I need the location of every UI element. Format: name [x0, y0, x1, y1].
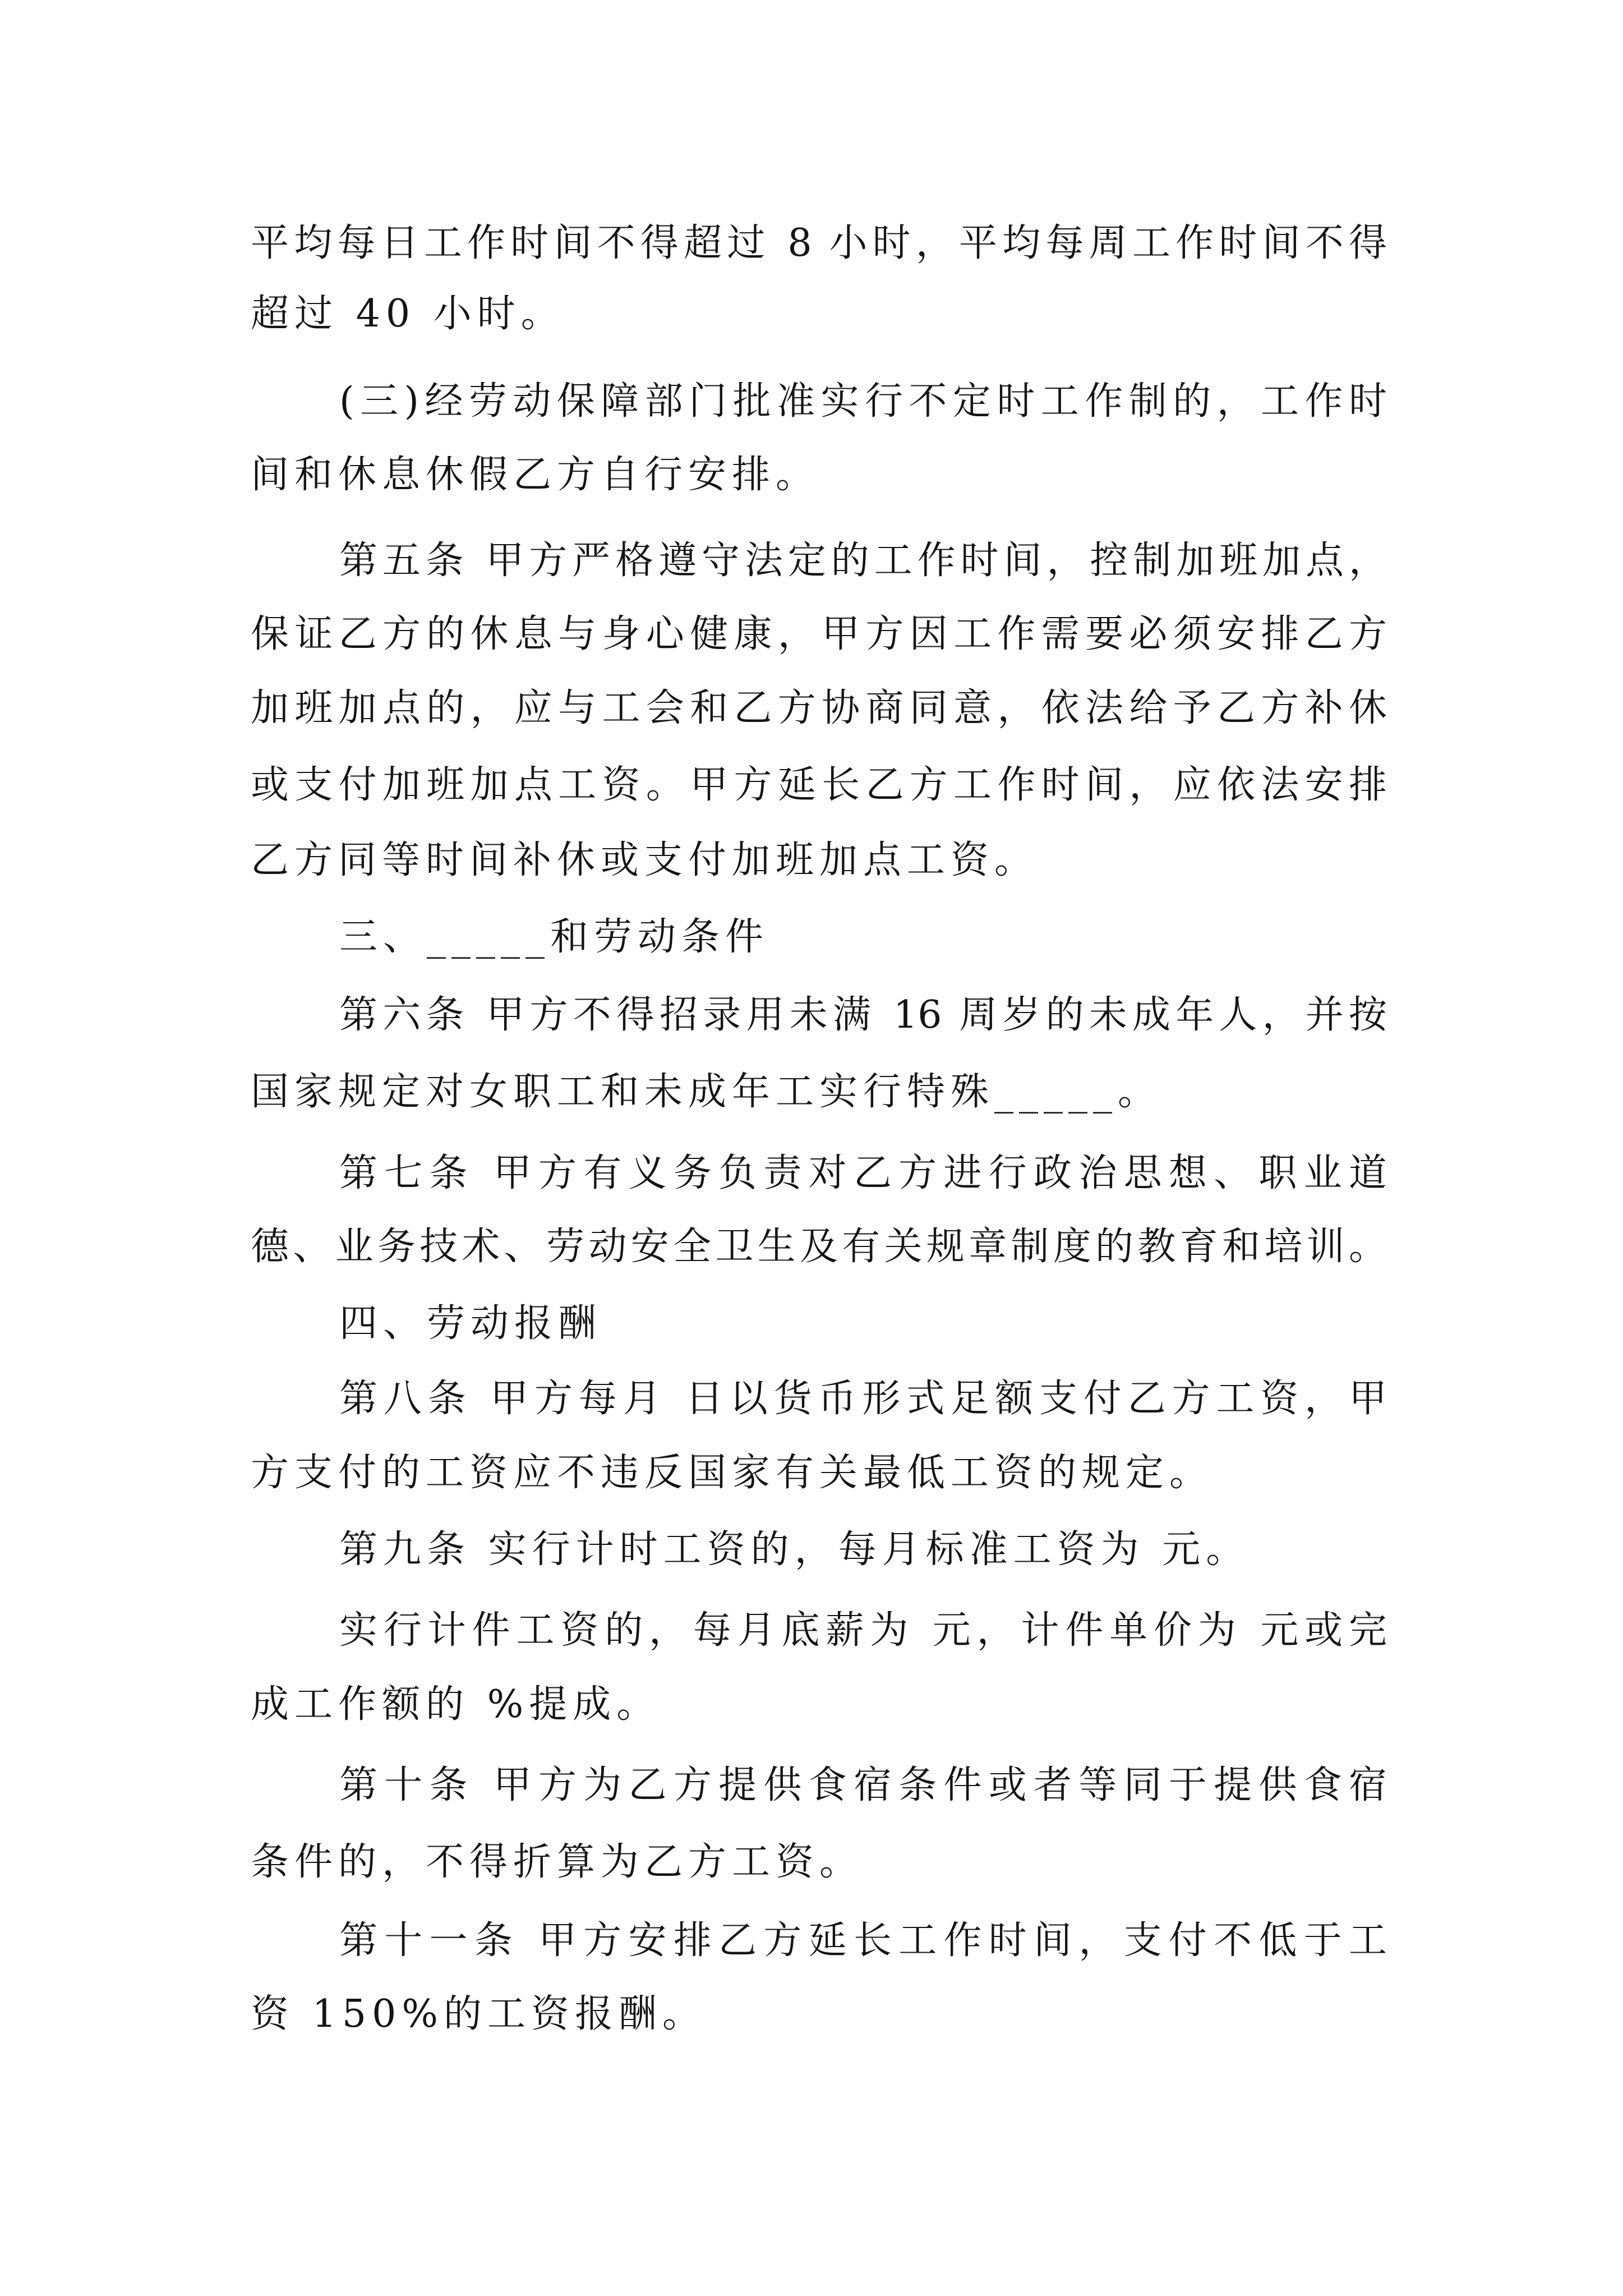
text-line: 德、业务技术、劳动安全卫生及有关规章制度的教育和培训。 [251, 1225, 1387, 1269]
text-line: 平均每日工作时间不得超过 8 小时，平均每周工作时间不得 [251, 221, 1387, 265]
text-line: 国家规定对女职工和未成年工实行特殊_____。 [251, 1070, 1162, 1114]
text-line: 第五条 甲方严格遵守法定的工作时间，控制加班加点， [339, 539, 1387, 583]
text-line: 第八条 甲方每月 日以货币形式足额支付乙方工资，甲 [339, 1377, 1387, 1421]
text-line: 第十条 甲方为乙方提供食宿条件或者等同于提供食宿 [339, 1763, 1387, 1807]
text-line: 或支付加班加点工资。甲方延长乙方工作时间，应依法安排 [251, 763, 1387, 807]
text-line: 第九条 实行计时工资的，每月标准工资为 元。 [339, 1527, 1250, 1572]
text-line: 间和休息休假乙方自行安排。 [251, 453, 820, 497]
text-line: 第七条 甲方有义务负责对乙方进行政治思想、职业道 [339, 1151, 1387, 1195]
section-heading: 四、劳动报酬 [339, 1301, 602, 1346]
text-line: (三)经劳动保障部门批准实行不定时工作制的，工作时 [339, 379, 1387, 424]
text-line: 条件的，不得折算为乙方工资。 [251, 1840, 864, 1884]
text-line: 超过 40 小时。 [251, 292, 565, 336]
text-line: 保证乙方的休息与身心健康，甲方因工作需要必须安排乙方 [251, 612, 1387, 656]
text-line: 成工作额的 %提成。 [251, 1682, 661, 1727]
text-line: 实行计件工资的，每月底薪为 元，计件单价为 元或完 [339, 1608, 1387, 1653]
text-line: 第十一条 甲方安排乙方延长工作时间，支付不低于工 [339, 1918, 1387, 1963]
text-line: 资 150%的工资报酬。 [251, 1992, 707, 2036]
text-line: 乙方同等时间补休或支付加班加点工资。 [251, 838, 1039, 882]
text-line: 方支付的工资应不违反国家有关最低工资的规定。 [251, 1451, 1214, 1495]
section-heading: 三、_____和劳动条件 [339, 915, 769, 959]
text-line: 加班加点的，应与工会和乙方协商同意，依法给予乙方补休 [251, 686, 1387, 730]
text-line: 第六条 甲方不得招录用未满 16 周岁的未成年人，并按 [339, 993, 1387, 1037]
